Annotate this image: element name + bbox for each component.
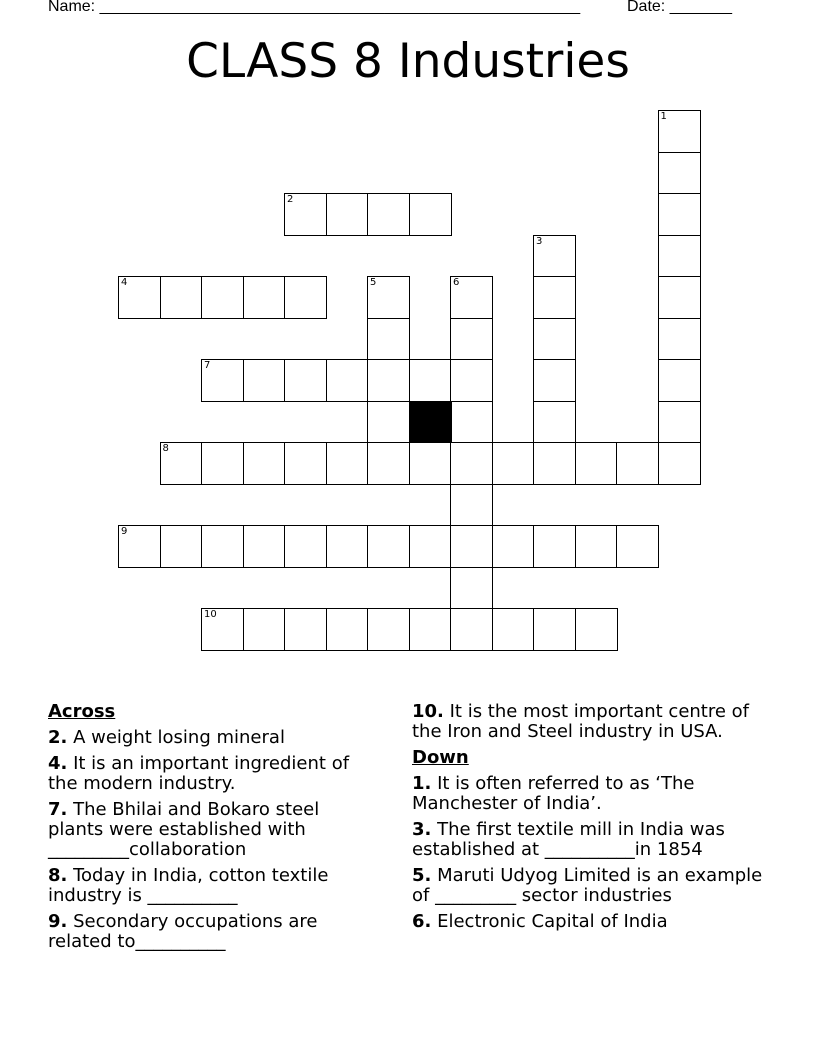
clue-text: The Bhilai and Bokaro steel plants were established with _________collaboration [48,799,320,860]
clue-number: 8 [162,443,169,454]
clue-num: 5. [412,865,432,886]
down-clue-list [412,774,772,932]
crossword-square[interactable] [284,359,327,402]
crossword-square[interactable] [533,608,576,651]
crossword-square[interactable] [118,525,161,568]
clue-num: 4. [48,753,68,774]
crossword-square[interactable] [326,608,369,651]
crossword-square[interactable] [243,359,286,402]
crossword-square[interactable] [450,401,493,444]
date-field-label: Date: _______ [627,0,732,15]
clue-item [412,774,772,814]
crossword-square[interactable] [658,193,701,236]
crossword-square[interactable] [658,235,701,278]
crossword-square[interactable] [533,235,576,278]
crossword-square[interactable] [160,276,203,319]
crossword-square[interactable] [658,110,701,153]
crossword-square[interactable] [616,442,659,485]
crossword-square[interactable] [367,193,410,236]
clue-number: 1 [660,111,667,122]
clue-num: 6. [412,911,432,932]
crossword-square[interactable] [533,401,576,444]
clue-item [412,912,772,932]
crossword-square[interactable] [367,318,410,361]
name-field-label: Name: ______________________________________________________ [48,0,581,15]
clue-item [412,866,772,906]
clue-num: 10. [412,701,444,722]
crossword-square[interactable] [243,442,286,485]
across-clues-column [48,702,378,958]
crossword-square[interactable] [284,608,327,651]
right-clues-column [412,702,772,938]
clue-num: 2. [48,727,68,748]
clue-item [412,820,772,860]
crossword-square[interactable] [118,276,161,319]
clue-text: The first textile mill in India was established at __________in 1854 [412,819,725,860]
clue-item [48,866,378,906]
crossword-square[interactable] [450,442,493,485]
crossword-square[interactable] [409,359,452,402]
crossword-square[interactable] [658,442,701,485]
crossword-square[interactable] [243,276,286,319]
crossword-square[interactable] [284,442,327,485]
crossword-square[interactable] [450,484,493,527]
clue-number: 6 [453,277,460,288]
crossword-square[interactable] [658,152,701,195]
crossword-square[interactable] [367,359,410,402]
clue-item [48,728,378,748]
crossword-square[interactable] [367,442,410,485]
clue-text: Maruti Udyog Limited is an example of _________ sector industries [412,865,763,906]
crossword-square[interactable] [575,608,618,651]
crossword-square[interactable] [326,525,369,568]
crossword-square[interactable] [201,525,244,568]
across-clue-list [48,728,378,952]
blocked-square [409,401,452,444]
crossword-square[interactable] [367,525,410,568]
crossword-square[interactable] [533,359,576,402]
clue-number: 2 [287,194,294,205]
crossword-square[interactable] [409,193,452,236]
crossword-square[interactable] [160,525,203,568]
clue-number: 9 [121,526,128,537]
crossword-square[interactable] [575,442,618,485]
crossword-square[interactable] [533,318,576,361]
crossword-square[interactable] [450,608,493,651]
across-clue-list-continued [412,702,772,742]
clue-num: 3. [412,819,432,840]
crossword-square[interactable] [492,442,535,485]
crossword-square[interactable] [533,442,576,485]
clue-number: 4 [121,277,128,288]
crossword-square[interactable] [201,608,244,651]
crossword-square[interactable] [575,525,618,568]
clue-number: 3 [536,235,543,247]
crossword-square[interactable] [284,276,327,319]
crossword-square[interactable] [450,359,493,402]
crossword-square[interactable] [450,525,493,568]
crossword-square[interactable] [533,525,576,568]
clue-text: Secondary occupations are related to__________ [48,911,318,952]
across-heading: Across [48,701,116,722]
clue-text: Electronic Capital of India [431,911,668,932]
crossword-square[interactable] [409,442,452,485]
clue-number: 7 [204,360,211,371]
crossword-square[interactable] [284,193,327,236]
down-heading: Down [412,747,469,768]
page-title: CLASS 8 Industries [186,34,630,89]
crossword-square[interactable] [326,442,369,485]
crossword-square[interactable] [326,359,369,402]
clue-text: It is the most important centre of the Iron and Steel industry in USA. [412,701,750,742]
crossword-square[interactable] [658,318,701,361]
clue-num: 8. [48,865,68,886]
clue-number: 5 [370,277,377,288]
crossword-square[interactable] [658,359,701,402]
clue-text: A weight losing mineral [67,727,285,748]
clue-number: 10 [204,609,217,620]
crossword-square[interactable] [658,276,701,319]
crossword-square[interactable] [367,608,410,651]
crossword-square[interactable] [409,525,452,568]
clue-num: 7. [48,799,68,820]
crossword-square[interactable] [450,318,493,361]
crossword-square[interactable] [284,525,327,568]
clue-text: It is often referred to as ‘The Manchester of India’. [412,773,695,814]
crossword-square[interactable] [243,608,286,651]
crossword-square[interactable] [533,276,576,319]
crossword-square[interactable] [201,276,244,319]
crossword-square[interactable] [658,401,701,444]
crossword-square[interactable] [450,567,493,610]
crossword-square[interactable] [201,359,244,402]
crossword-square[interactable] [160,442,203,485]
clue-text: Today in India, cotton textile industry is __________ [48,865,329,906]
clue-num: 1. [412,773,432,794]
crossword-square[interactable] [616,525,659,568]
clue-item [412,702,772,742]
clue-text: It is an important ingredient of the modern industry. [48,753,350,794]
crossword-square[interactable] [367,401,410,444]
crossword-square[interactable] [243,525,286,568]
clue-item [48,912,378,952]
crossword-square[interactable] [450,276,493,319]
crossword-square[interactable] [326,193,369,236]
crossword-square[interactable] [409,608,452,651]
clue-item [48,800,378,860]
clue-num: 9. [48,911,68,932]
crossword-square[interactable] [201,442,244,485]
crossword-square[interactable] [492,608,535,651]
crossword-square[interactable] [492,525,535,568]
clue-item [48,754,378,794]
crossword-square[interactable] [367,276,410,319]
